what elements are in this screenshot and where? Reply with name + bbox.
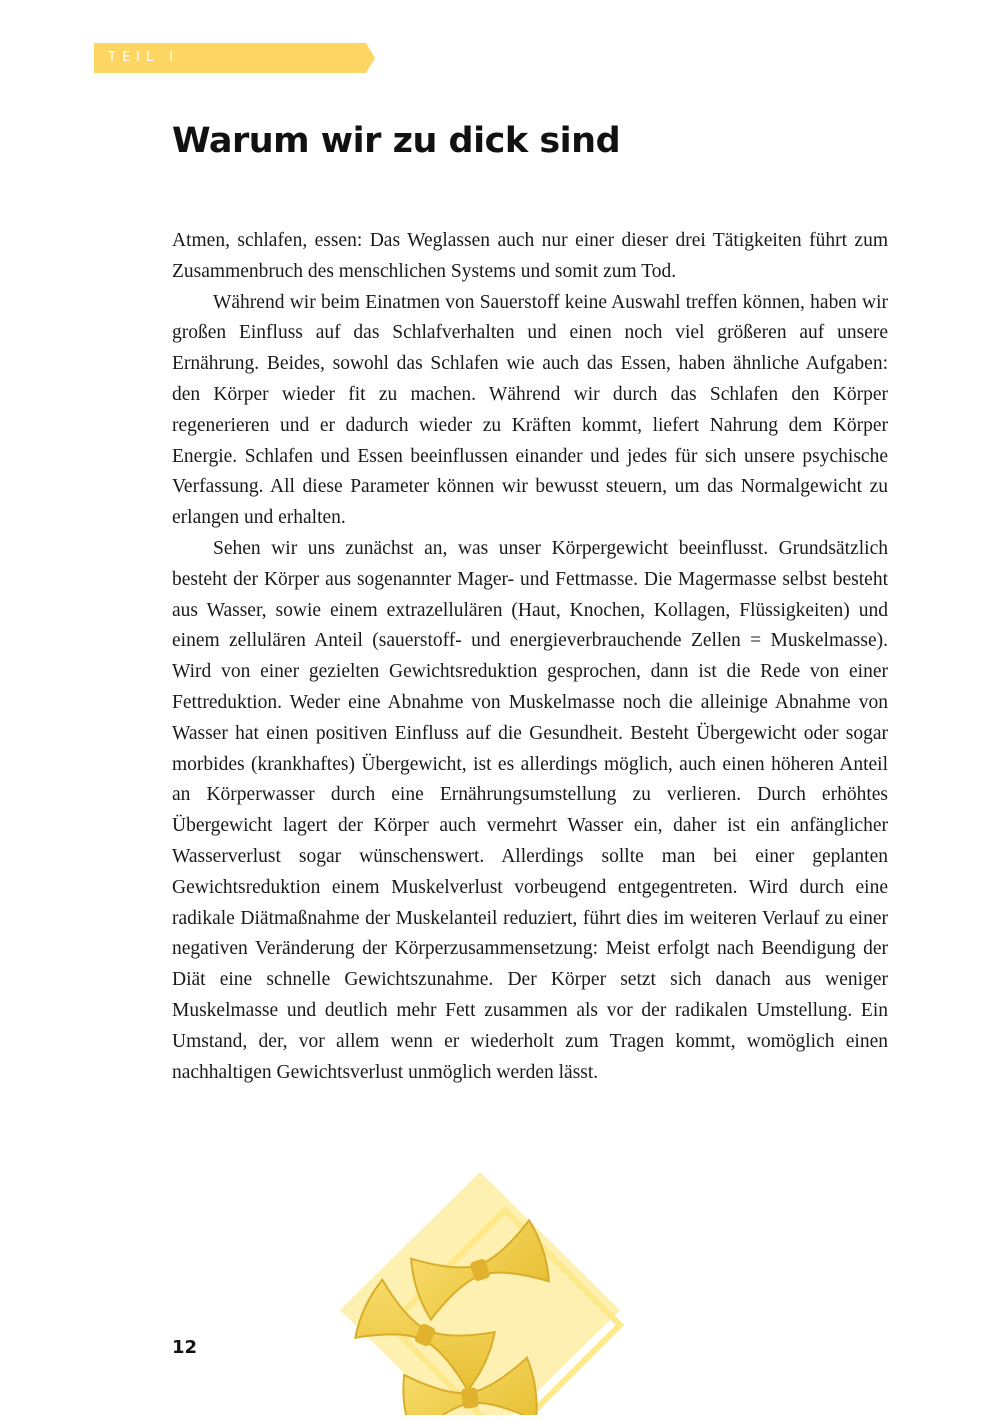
page-number: 12 xyxy=(172,1337,198,1358)
paragraph-2: Während wir beim Einatmen von Sauerstoff keine Auswahl treffen können, haben wir großen Einfluss auf das Schlafverhalten und einen noch viel größeren auf unsere Ernährung. Beides, sowohl das Schlafen wie auch das Essen, haben ähnliche Aufgaben: den Körper wieder fit zu machen. Während wir durch das Schlafen den Körper regenerieren und er dadurch wieder zu Kräften kommt, liefert Nahrung dem Körper Energie. Schlafen und Essen beeinflussen einander und jedes für sich unsere psychische Verfassung. All diese Parameter können wir bewusst steuern, um das Normalgewicht zu erlangen und erhalten. xyxy=(172,291,888,529)
section-ribbon xyxy=(94,43,376,73)
paragraph-1: Atmen, schlafen, essen: Das Weglassen auch nur einer dieser drei Tätigkeiten führt zum Zusammenbruch des menschlichen Systems und somit zum Tod. xyxy=(172,230,888,282)
section-label: TEIL I xyxy=(108,50,180,65)
paragraph-3: Sehen wir uns zunächst an, was unser Körpergewicht beeinflusst. Grundsätzlich besteht der Körper aus sogenannter Mager- und Fettmasse. Die Magermasse selbst besteht aus Wasser, sowie einem extrazellulären (Haut, Knochen, Kollagen, Flüssigkeiten) und einem zellulären Anteil (sauerstoff- und energieverbrauchende Zellen = Muskelmasse). Wird von einer gezielten Gewichtsreduktion gesprochen, dann ist die Rede von einer Fettreduktion. Weder eine Abnahme von Muskelmasse noch die alleinige Abnahme von Wasser hat einen positiven Einfluss auf die Gesundheit. Besteht Übergewicht oder sogar morbides (krankhaftes) Übergewicht, ist es allerdings möglich, auch einen höheren Anteil an Körperwasser durch eine Ernährungsumstellung zu verlieren. Durch erhöhtes Übergewicht lagert der Körper auch vermehrt Wasser ein, daher ist ein anfänglicher Wasserverlust sogar wünschenswert. Allerdings sollte man bei einer geplanten Gewichtsreduktion einem Muskelverlust vorbeugend entgegentreten. Wird durch eine radikale Diätmaßnahme der Muskelanteil reduziert, führt dies im weiteren Verlauf zu einer negativen Veränderung der Körperzusammensetzung: Meist erfolgt nach Beendigung der Diät eine schnelle Gewichtszunahme. Der Körper setzt sich danach aus weniger Muskelmasse und deutlich mehr Fett zusammen als vor der radikalen Umstellung. Ein Umstand, der, vor allem wenn er wiederholt zum Tragen kommt, womöglich einen nachhaltigen Gewichtsverlust unmöglich werden lässt. xyxy=(172,537,888,1083)
body-text xyxy=(172,226,888,1088)
farfalle-pasta-icon xyxy=(330,1160,650,1415)
chapter-title: Warum wir zu dick sind xyxy=(172,121,621,161)
pasta-illustration xyxy=(330,1160,650,1415)
